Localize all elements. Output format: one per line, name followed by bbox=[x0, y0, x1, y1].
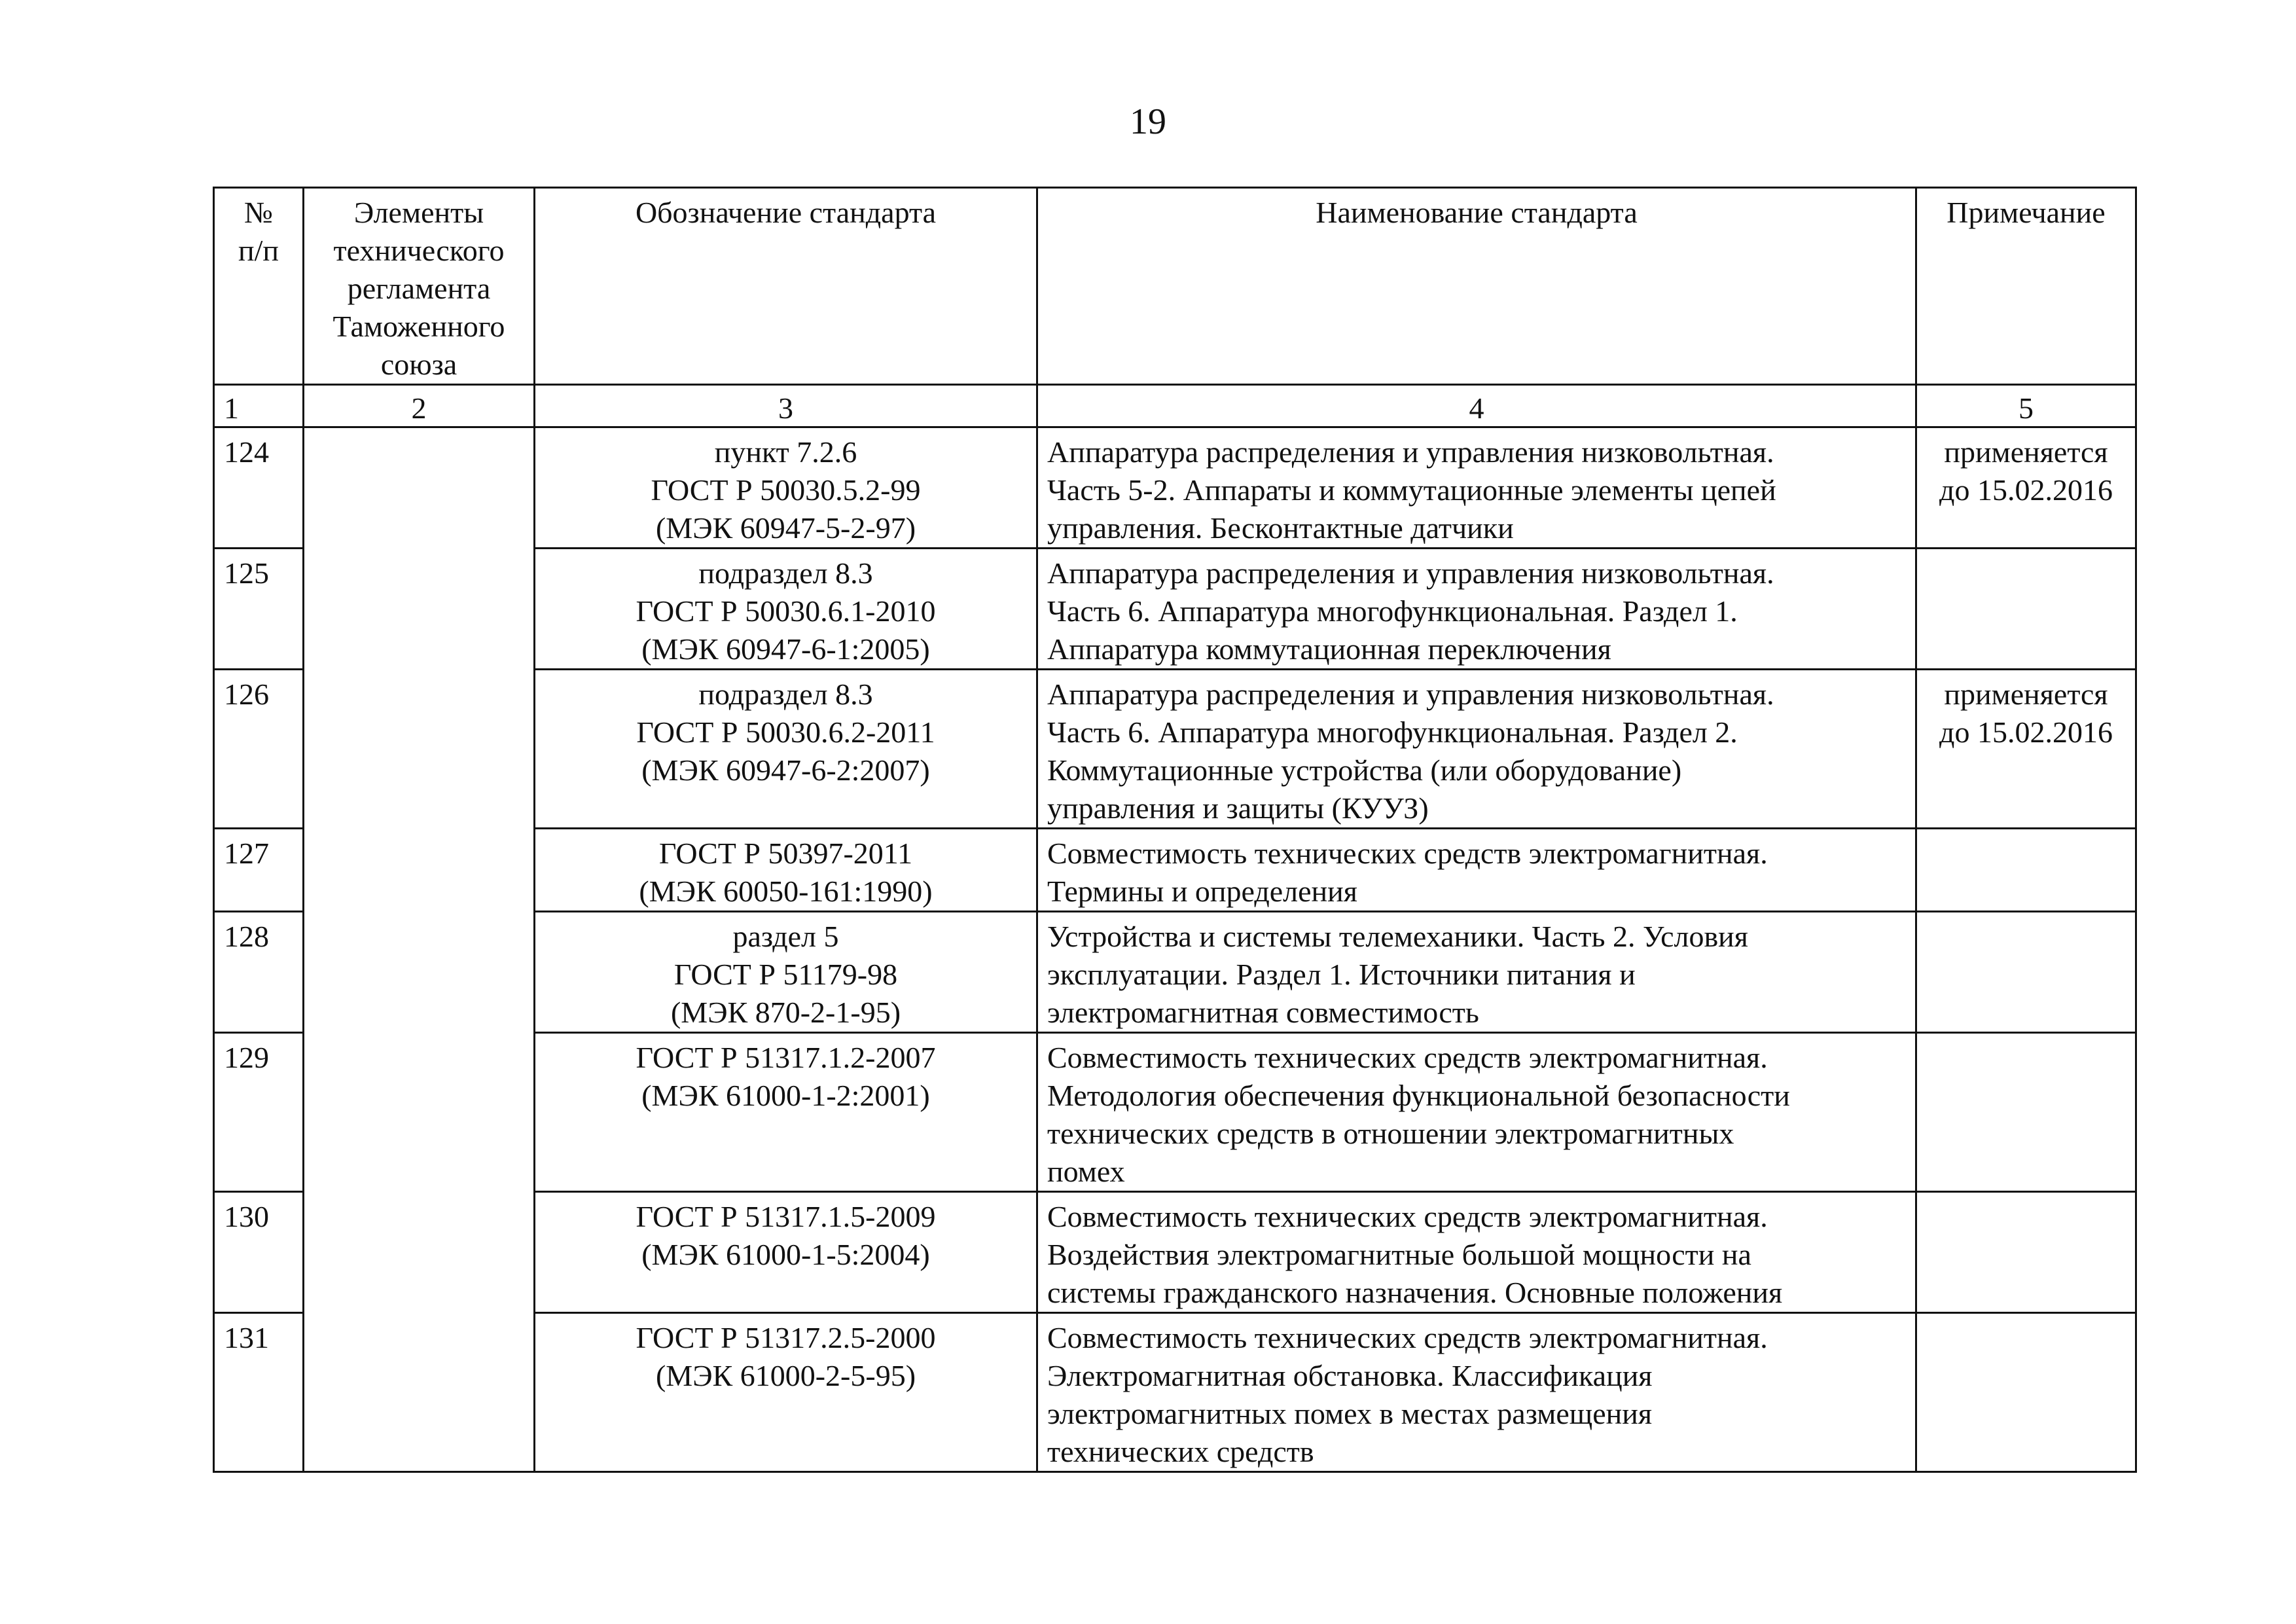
column-number: 1 bbox=[214, 385, 304, 427]
elements-cell bbox=[304, 427, 535, 1472]
row-number: 131 bbox=[214, 1313, 304, 1472]
header-text: регламента bbox=[347, 272, 491, 305]
name-cell-line: Совместимость технических средств электромагнитная. bbox=[1047, 1200, 1768, 1233]
header-text: Элементы bbox=[353, 196, 484, 229]
designation-cell-line: раздел 5 bbox=[732, 920, 839, 953]
name-cell-line: помех bbox=[1047, 1155, 1125, 1188]
header-elements bbox=[304, 188, 535, 385]
table-body bbox=[214, 385, 2136, 1472]
column-number: 3 bbox=[535, 385, 1037, 427]
column-number-row bbox=[214, 385, 2136, 427]
name-cell-line: Аппаратура распределения и управления низковольтная. bbox=[1047, 435, 1774, 469]
name-cell-line: Аппаратура коммутационная переключения bbox=[1047, 632, 1611, 666]
header-text: технического bbox=[333, 234, 505, 267]
note-cell bbox=[1916, 1313, 2136, 1472]
header-name bbox=[1037, 188, 1916, 385]
designation-cell-line: (МЭК 61000-1-5:2004) bbox=[641, 1238, 930, 1271]
name-cell-line: Методология обеспечения функциональной безопасности bbox=[1047, 1079, 1790, 1112]
designation-cell bbox=[535, 1033, 1037, 1192]
name-cell bbox=[1037, 670, 1916, 829]
name-cell-line: электромагнитная совместимость bbox=[1047, 996, 1479, 1029]
name-cell-line: управления. Бесконтактные датчики bbox=[1047, 511, 1514, 545]
designation-cell-line: (МЭК 870-2-1-95) bbox=[670, 996, 901, 1029]
designation-cell-line: пункт 7.2.6 bbox=[714, 435, 857, 469]
header-text: Таможенного bbox=[332, 310, 505, 343]
note-cell bbox=[1916, 912, 2136, 1033]
designation-cell-line: (МЭК 60947-6-1:2005) bbox=[641, 632, 930, 666]
header-text: Наименование стандарта bbox=[1316, 196, 1638, 229]
designation-cell-line: подраздел 8.3 bbox=[698, 677, 873, 711]
name-cell-line: Совместимость технических средств электромагнитная. bbox=[1047, 837, 1768, 870]
header-num bbox=[214, 188, 304, 385]
designation-cell-line: подраздел 8.3 bbox=[698, 556, 873, 590]
name-cell bbox=[1037, 912, 1916, 1033]
name-cell-line: технических средств bbox=[1047, 1435, 1314, 1468]
row-number: 128 bbox=[214, 912, 304, 1033]
column-number: 2 bbox=[304, 385, 535, 427]
row-number: 129 bbox=[214, 1033, 304, 1192]
name-cell-line: Термины и определения bbox=[1047, 875, 1357, 908]
note-cell-line: применяется bbox=[1944, 435, 2108, 469]
designation-cell bbox=[535, 1192, 1037, 1313]
note-cell-line: до 15.02.2016 bbox=[1939, 473, 2113, 507]
designation-cell-line: ГОСТ Р 50030.6.2-2011 bbox=[636, 715, 935, 749]
designation-cell-line: ГОСТ Р 51317.1.5-2009 bbox=[636, 1200, 936, 1233]
note-cell bbox=[1916, 549, 2136, 670]
designation-cell bbox=[535, 549, 1037, 670]
name-cell-line: Устройства и системы телемеханики. Часть 2. Условия bbox=[1047, 920, 1748, 953]
name-cell-line: Часть 5-2. Аппараты и коммутационные элементы цепей bbox=[1047, 473, 1776, 507]
row-number: 124 bbox=[214, 427, 304, 549]
row-number: 130 bbox=[214, 1192, 304, 1313]
header-text: союза bbox=[380, 348, 457, 381]
table-row bbox=[214, 427, 2136, 549]
designation-cell-line: ГОСТ Р 50030.6.1-2010 bbox=[636, 594, 936, 628]
designation-cell bbox=[535, 670, 1037, 829]
row-number: 125 bbox=[214, 549, 304, 670]
header-text: Примечание bbox=[1946, 196, 2106, 229]
name-cell-line: Часть 6. Аппаратура многофункциональная. Раздел 2. bbox=[1047, 715, 1738, 749]
name-cell bbox=[1037, 549, 1916, 670]
designation-cell bbox=[535, 912, 1037, 1033]
header-note bbox=[1916, 188, 2136, 385]
header-designation bbox=[535, 188, 1037, 385]
designation-cell-line: (МЭК 60947-6-2:2007) bbox=[641, 753, 930, 787]
note-cell-line: применяется bbox=[1944, 677, 2108, 711]
designation-cell-line: (МЭК 61000-1-2:2001) bbox=[641, 1079, 930, 1112]
designation-cell-line: (МЭК 60947-5-2-97) bbox=[655, 511, 916, 545]
name-cell bbox=[1037, 427, 1916, 549]
name-cell-line: Совместимость технических средств электромагнитная. bbox=[1047, 1041, 1768, 1074]
name-cell-line: системы гражданского назначения. Основные положения bbox=[1047, 1276, 1783, 1309]
name-cell-line: Совместимость технических средств электромагнитная. bbox=[1047, 1321, 1768, 1354]
designation-cell bbox=[535, 1313, 1037, 1472]
name-cell-line: Электромагнитная обстановка. Классификация bbox=[1047, 1359, 1653, 1392]
note-cell bbox=[1916, 427, 2136, 549]
name-cell bbox=[1037, 829, 1916, 912]
designation-cell bbox=[535, 829, 1037, 912]
designation-cell-line: ГОСТ Р 51179-98 bbox=[673, 958, 898, 991]
note-cell bbox=[1916, 829, 2136, 912]
designation-cell-line: ГОСТ Р 50397-2011 bbox=[658, 837, 913, 870]
header-text: Обозначение стандарта bbox=[635, 196, 937, 229]
designation-cell-line: (МЭК 60050-161:1990) bbox=[639, 875, 933, 908]
designation-cell-line: ГОСТ Р 51317.2.5-2000 bbox=[636, 1321, 936, 1354]
standards-table bbox=[213, 187, 2137, 1473]
designation-cell-line: ГОСТ Р 50030.5.2-99 bbox=[651, 473, 921, 507]
name-cell-line: Часть 6. Аппаратура многофункциональная. Раздел 1. bbox=[1047, 594, 1738, 628]
name-cell-line: технических средств в отношении электромагнитных bbox=[1047, 1117, 1734, 1150]
header-text: п/п bbox=[238, 234, 279, 267]
column-number: 4 bbox=[1037, 385, 1916, 427]
note-cell bbox=[1916, 1033, 2136, 1192]
name-cell bbox=[1037, 1033, 1916, 1192]
name-cell-line: Коммутационные устройства (или оборудование) bbox=[1047, 753, 1682, 787]
note-cell bbox=[1916, 1192, 2136, 1313]
designation-cell-line: (МЭК 61000-2-5-95) bbox=[655, 1359, 916, 1392]
name-cell-line: эксплуатации. Раздел 1. Источники питания и bbox=[1047, 958, 1636, 991]
note-cell-line: до 15.02.2016 bbox=[1939, 715, 2113, 749]
name-cell-line: Воздействия электромагнитные большой мощности на bbox=[1047, 1238, 1751, 1271]
row-number: 127 bbox=[214, 829, 304, 912]
note-cell bbox=[1916, 670, 2136, 829]
name-cell-line: Аппаратура распределения и управления низковольтная. bbox=[1047, 677, 1774, 711]
name-cell-line: электромагнитных помех в местах размещения bbox=[1047, 1397, 1652, 1430]
column-number: 5 bbox=[1916, 385, 2136, 427]
header-text: № bbox=[244, 196, 273, 229]
name-cell-line: управления и защиты (КУУЗ) bbox=[1047, 791, 1429, 825]
designation-cell-line: ГОСТ Р 51317.1.2-2007 bbox=[636, 1041, 936, 1074]
name-cell-line: Аппаратура распределения и управления низковольтная. bbox=[1047, 556, 1774, 590]
header-row bbox=[214, 188, 2136, 385]
designation-cell bbox=[535, 427, 1037, 549]
page-number: 19 bbox=[1130, 101, 1166, 142]
row-number: 126 bbox=[214, 670, 304, 829]
name-cell bbox=[1037, 1313, 1916, 1472]
name-cell bbox=[1037, 1192, 1916, 1313]
